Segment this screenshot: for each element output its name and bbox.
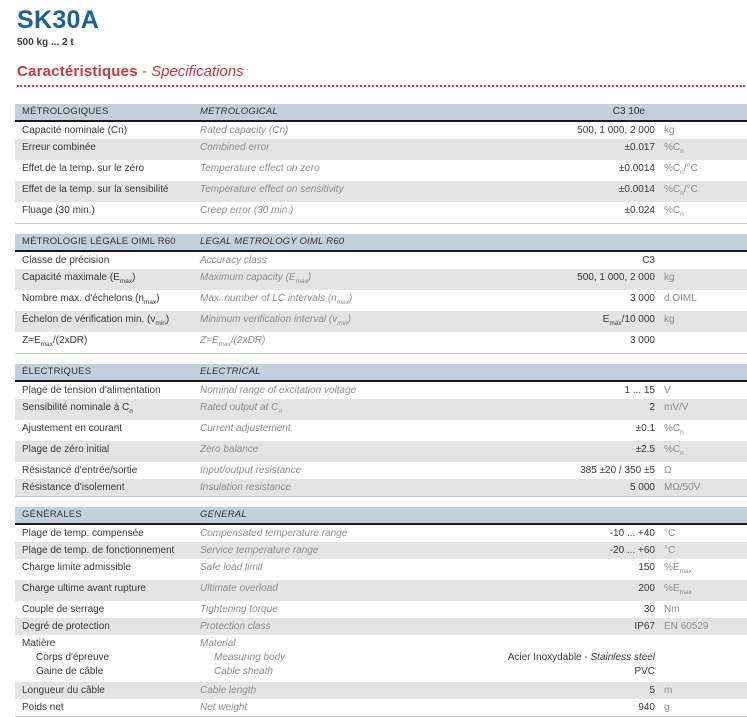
row-unit: $\%C_n$ [664, 142, 684, 155]
row-label-fr: Degré de protection [22, 621, 110, 632]
row-label-en: Temperature effect on sensitivity [200, 184, 344, 195]
row-label-en: Max. number of LC intervals $(n_{max})$ [200, 293, 353, 306]
table-row [15, 699, 747, 716]
specifications-heading [17, 63, 745, 87]
row-label-fr: Erreur combinée [22, 142, 96, 153]
row-label-en: Service temperature range [200, 545, 319, 556]
row-label-fr: Plage de zéro initial [22, 444, 110, 455]
section-header-value [485, 364, 655, 380]
row-label-en: Net weight [200, 702, 248, 713]
row-unit: $\%C_n$ [664, 205, 684, 218]
specs-heading-sep: - [137, 63, 152, 80]
table-row [15, 252, 747, 269]
specs-heading-en: Specifications [151, 63, 244, 80]
table-row [15, 181, 747, 202]
row-value: 3 000 [629, 335, 655, 346]
row-value: 385 ±20 / 350 ±5 [580, 465, 655, 476]
table-row [15, 332, 747, 353]
row-unit: EN 60529 [664, 621, 709, 632]
table-row [15, 525, 747, 542]
row-label-fr: Plage de tension d'alimentation [22, 385, 161, 396]
row-unit: g [664, 702, 670, 713]
row-value: 200 [638, 583, 655, 594]
row-value: -10 ... +40 [609, 528, 655, 539]
section-title-en: ELECTRICAL [200, 366, 261, 377]
specs-heading-fr: Caractéristiques [17, 63, 138, 80]
table-row [15, 441, 747, 462]
row-label-fr: Plage de temp. de fonctionnement [22, 545, 175, 556]
row-unit [655, 637, 747, 679]
section-header-row [15, 234, 747, 252]
row-value: 30 [643, 604, 655, 615]
section-header-value: C3 10e [612, 106, 645, 117]
row-label-en: Accuracy class [200, 255, 267, 266]
row-unit: $\%C_n$ [664, 423, 684, 436]
row-label-fr: Capacité maximale $(E_{max})$ [22, 272, 136, 285]
row-value: ±0.024 [624, 205, 655, 216]
table-row [15, 122, 747, 139]
table-row [15, 269, 747, 290]
row-unit: $\%C_n/^\circ C$ [664, 163, 698, 176]
table-row [15, 618, 747, 635]
row-label-en: $Z=E_{max}/(2xDR)$ [200, 335, 266, 348]
table-row [15, 580, 747, 601]
table-row [15, 139, 747, 160]
table-row [15, 382, 747, 399]
row-label-fr: Effet de la temp. sur la sensibilité [22, 184, 169, 195]
row-label-fr: Poids net [22, 702, 64, 713]
row-label-fr: Résistance d'isolement [22, 482, 125, 493]
row-value: 3 000 [629, 293, 655, 304]
table-row [15, 682, 747, 699]
section-title-fr: GÉNÉRALES [22, 509, 82, 520]
table-row [15, 462, 747, 479]
section-header-unit [655, 507, 747, 523]
datasheet-page [0, 6, 747, 713]
table-row [15, 202, 747, 223]
table-row [15, 399, 747, 420]
row-unit [655, 332, 747, 353]
row-label-fr: Fluage (30 min.) [22, 205, 95, 216]
row-value: 500, 1 000, 2 000 [577, 125, 655, 136]
row-label-en: Maximum capacity $(E_{max})$ [200, 272, 312, 285]
spec-section [15, 104, 747, 224]
row-unit: °C [664, 545, 676, 556]
spec-section [15, 234, 747, 354]
row-unit: mV/V [664, 402, 689, 413]
section-header-unit [655, 104, 747, 120]
row-value: $E_{max}/10$ 000 [602, 314, 655, 327]
row-value: IP67 [634, 621, 655, 632]
row-label-fr: Nombre max. d'échelons $(n_{max})$ [22, 293, 160, 306]
section-header-value [485, 507, 655, 523]
row-unit: d OIML [664, 293, 697, 304]
table-row [15, 559, 747, 580]
row-value: 1 ... 15 [624, 385, 655, 396]
row-label-fr: $Z=E_{max}/(2xDR)$ [22, 335, 88, 348]
row-value: ±2.5 [635, 444, 655, 455]
row-unit: kg [664, 125, 675, 136]
row-unit: V [664, 385, 671, 396]
row-value: ±0.017 [624, 142, 655, 153]
section-title-en: LEGAL METROLOGY OIML R60 [200, 236, 345, 247]
row-label-en: Nominal range of excitation voltage [200, 385, 357, 396]
table-row [15, 290, 747, 311]
row-label-en: Protection class [200, 621, 271, 632]
row-value: 5 [649, 685, 655, 696]
row-label-en: Temperature effect on zero [200, 163, 320, 174]
spec-section [15, 507, 747, 717]
row-value: ±0.1 [635, 423, 655, 434]
section-header-value [485, 234, 655, 250]
row-label-en: Safe load limit [200, 562, 263, 573]
row-label-en: Ultimate overload [200, 583, 278, 594]
section-header-row [15, 364, 747, 382]
row-value: 2 [649, 402, 655, 413]
row-label-en: Minimum verification interval $(v_{min})$ [200, 314, 352, 327]
row-unit: Ω [664, 465, 672, 476]
section-title-fr: ÉLECTRIQUES [22, 366, 92, 377]
row-label-en: Combined error [200, 142, 270, 153]
row-label-fr: Capacité nominale (Cn) [22, 125, 128, 136]
row-unit: MΩ/50V [664, 482, 701, 493]
row-label-en: Rated capacity (Cn) [200, 125, 289, 136]
row-value: ±0.0014 [618, 163, 655, 174]
row-value: C3 [642, 255, 655, 266]
section-title-en: GENERAL [200, 509, 247, 520]
section-header-row [15, 507, 747, 525]
row-label-en: Current adjustement [200, 423, 291, 434]
row-unit: kg [664, 272, 675, 283]
row-label-en: Rated output at $C_n$ [200, 402, 283, 415]
row-value: -20 ... +60 [609, 545, 655, 556]
row-label-fr: Charge ultime avant rupture [22, 583, 146, 594]
row-label-en: Compensated temperature range [200, 528, 348, 539]
row-value: Acier Inoxydable - Stainless steel PVC [507, 652, 655, 677]
spec-table [15, 104, 747, 717]
row-value: 940 [638, 702, 655, 713]
row-label-fr: Plage de temp. compensée [22, 528, 144, 539]
row-label-fr: Effet de la temp. sur le zéro [22, 163, 145, 174]
section-header-unit [655, 234, 747, 250]
row-label-fr: Ajustement en courant [22, 423, 123, 434]
row-label-fr: Classe de précision [22, 255, 110, 266]
row-unit: $\%E_{max}$ [664, 583, 692, 596]
row-unit: Nm [664, 604, 680, 615]
section-title-fr: MÉTROLOGIQUES [22, 106, 109, 117]
row-unit [655, 252, 747, 269]
row-unit: m [664, 685, 673, 696]
row-label-fr: Matière Corps d'épreuve Gaine de câble [22, 638, 110, 677]
row-label-fr: Charge limite admissible [22, 562, 131, 573]
section-title-fr: MÉTROLOGIE LÉGALE OIML R60 [22, 236, 176, 247]
row-unit: $\%C_n/^\circ C$ [664, 184, 698, 197]
table-row [15, 601, 747, 618]
row-value: 500, 1 000, 2 000 [577, 272, 655, 283]
table-row [15, 479, 747, 496]
section-title-en: METROLOGICAL [200, 106, 278, 117]
row-unit: $\%E_{max}$ [664, 562, 692, 575]
row-label-en: Insulation resistance [200, 482, 292, 493]
row-value: ±0.0014 [618, 184, 655, 195]
row-label-en: Input/output resistance [200, 465, 302, 476]
row-unit: $\%C_n$ [664, 444, 684, 457]
row-label-en: Tightening torque [200, 604, 278, 615]
table-row [15, 542, 747, 559]
row-label-fr: Résistance d'entrée/sortie [22, 465, 138, 476]
row-value: 150 [638, 562, 655, 573]
row-label-fr: Sensibilité nominale à $C_n$ [22, 402, 133, 415]
row-label-fr: Longueur du câble [22, 685, 105, 696]
row-value: 5 000 [629, 482, 655, 493]
capacity-range: 500 kg ... 2 t [17, 37, 74, 48]
table-row [15, 160, 747, 181]
row-label-en: Material Measuring body Cable sheath [200, 638, 286, 677]
row-label-en: Zero balance [200, 444, 259, 455]
table-row [15, 420, 747, 441]
table-row [15, 311, 747, 332]
row-unit: °C [664, 528, 676, 539]
spec-section [15, 364, 747, 497]
table-row [15, 635, 747, 682]
section-header-row [15, 104, 747, 122]
row-label-fr: Échelon de vérification min. $(v_{min})$ [22, 314, 170, 327]
row-unit: kg [664, 314, 675, 325]
product-title: SK30A [17, 6, 100, 34]
row-label-fr: Couple de serrage [22, 604, 105, 615]
row-label-en: Creep error (30 min.) [200, 205, 294, 216]
section-header-unit [655, 364, 747, 380]
row-label-en: Cable length [200, 685, 257, 696]
